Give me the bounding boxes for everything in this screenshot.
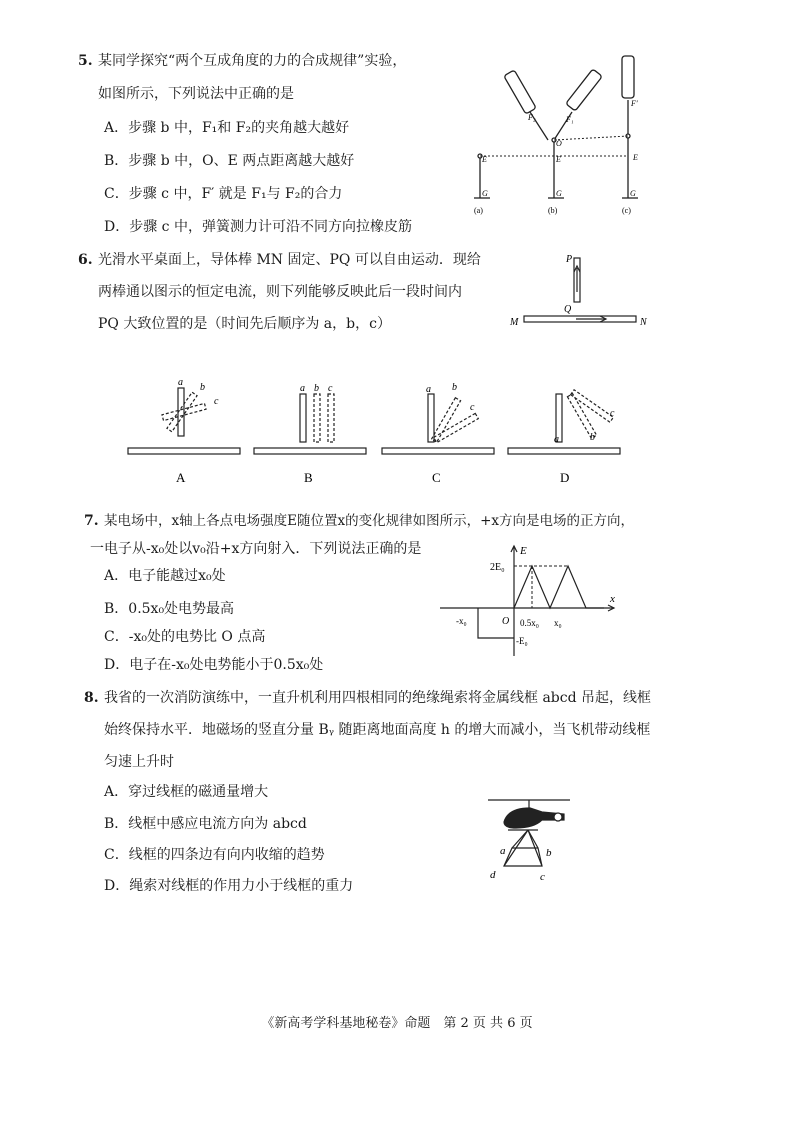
page-footer: 《新高考学科基地秘卷》命题 第 2 页 共 6 页 — [261, 1016, 533, 1031]
q5-stem-line2: 如图所示，下列说法中正确的是 — [98, 86, 294, 102]
q5-option-a: A．步骤 b 中，F₁和 F₂的夹角越大越好 — [104, 120, 350, 136]
q6-choice-a-label-b: b — [200, 382, 205, 393]
q7-option-a: A．电子能越过x₀处 — [104, 568, 226, 584]
q7-tick-neg-e0: -E₀ — [516, 636, 528, 646]
q7-number: 7. — [84, 513, 99, 529]
q6-stem-line1: 光滑水平桌面上，导体棒 MN 固定、PQ 可以自由运动．现给 — [98, 252, 481, 268]
q6-stem-line3: PQ 大致位置的是（时间先后顺序为 a，b，c） — [98, 316, 391, 332]
q6-choice-b-label-a: a — [300, 383, 305, 394]
q5-caption-c: (c) — [622, 206, 631, 215]
q7-option-b: B．0.5x₀处电势最高 — [104, 601, 235, 617]
q7-axis-e: E — [520, 545, 527, 557]
q6-label-p: P — [566, 254, 573, 265]
q5-option-c: C．步骤 c 中，F′ 就是 F₁与 F₂的合力 — [104, 186, 343, 202]
q7-tick-neg-x0: -x₀ — [456, 616, 467, 626]
q5-label-g-b: G — [556, 189, 562, 198]
q5-label-e-b: E — [556, 155, 561, 164]
q6-label-n: N — [640, 317, 647, 328]
q6-choice-a: A — [176, 470, 186, 485]
q6-answer-choices-figure — [120, 372, 650, 492]
q5-label-e-a: E — [482, 155, 487, 164]
q7-origin-o: O — [502, 616, 510, 627]
q6-label-q: Q — [564, 304, 572, 315]
q8-number: 8. — [84, 690, 99, 706]
q5-label-f2: F₂ — [528, 113, 536, 122]
q8-stem-line3: 匀速上升时 — [104, 754, 174, 770]
q8-stem-line2: 始终保持水平．地磁场的竖直分量 Bᵧ 随距离地面高度 h 的增大而减小，当飞机带动线框 — [104, 722, 651, 738]
q8-option-b: B．线框中感应电流方向为 abcd — [104, 816, 307, 832]
q5-option-b: B．步骤 b 中，O、E 两点距离越大越好 — [104, 153, 355, 169]
q6-choice-c-label-b: b — [452, 382, 457, 393]
q6-choice-c-label-a: a — [426, 384, 431, 395]
q7-option-d: D．电子在-x₀处电势能小于0.5x₀处 — [104, 657, 324, 673]
q7-tick-half-x0: 0.5x₀ — [520, 618, 539, 628]
q6-choice-b: B — [304, 470, 313, 485]
q8-label-d: d — [490, 869, 496, 881]
q6-label-m: M — [510, 317, 519, 328]
q6-number: 6. — [78, 252, 93, 268]
q8-option-d: D．绳索对线框的作用力小于线框的重力 — [104, 878, 354, 894]
q8-label-a: a — [500, 845, 506, 857]
q5-label-g-a: G — [482, 189, 488, 198]
q7-tick-x0: x₀ — [554, 618, 562, 628]
q5-option-d: D．步骤 c 中，弹簧测力计可沿不同方向拉橡皮筋 — [104, 219, 412, 235]
q5-caption-a: (a) — [474, 206, 483, 215]
q5-label-e-c: E — [633, 153, 638, 162]
q8-option-a: A．穿过线框的磁通量增大 — [104, 784, 269, 800]
q5-caption-b: (b) — [548, 206, 558, 215]
q8-stem-line1: 我省的一次消防演练中，一直升机利用四根相同的绝缘绳索将金属线框 abcd 吊起，线框 — [104, 690, 652, 706]
q6-stem-line2: 两棒通以图示的恒定电流，则下列能够反映此后一段时间内 — [98, 284, 462, 300]
q6-choice-d-label-b: b — [590, 432, 595, 443]
q6-choice-c: C — [432, 470, 441, 485]
q8-label-c: c — [540, 871, 545, 883]
q5-stem-line1: 某同学探究“两个互成角度的力的合成规律”实验， — [98, 53, 407, 69]
q7-e-x-graph — [434, 540, 624, 664]
q7-stem-line1: 某电场中，x轴上各点电场强度E随位置x的变化规律如图所示，+x方向是电场的正方向， — [104, 513, 635, 529]
q6-conductor-figure — [506, 248, 656, 332]
q5-label-f1: F₁ — [566, 115, 574, 124]
q5-force-experiment-figure — [468, 50, 654, 222]
q6-choice-d-label-c: c — [610, 408, 615, 419]
q6-choice-a-label-c: c — [214, 396, 219, 407]
q7-option-c: C．-x₀处的电势比 O 点高 — [104, 629, 266, 645]
q6-choice-b-label-b: b — [314, 383, 319, 394]
q6-choice-d: D — [560, 470, 570, 485]
q5-label-o: O — [556, 139, 562, 148]
q8-label-b: b — [546, 847, 552, 859]
q8-helicopter-figure — [482, 792, 576, 884]
q7-axis-x: x — [610, 593, 615, 605]
q5-number: 5. — [78, 53, 93, 69]
q5-label-g-c: G — [630, 189, 636, 198]
q7-stem-line2: 一电子从-x₀处以v₀沿+x方向射入．下列说法正确的是 — [90, 541, 422, 557]
q6-choice-d-label-a: a — [554, 434, 559, 445]
q6-choice-b-label-c: c — [328, 383, 333, 394]
q8-option-c: C．线框的四条边有向内收缩的趋势 — [104, 847, 325, 863]
q7-tick-2e0: 2E₀ — [490, 562, 505, 573]
q6-choice-a-label-a: a — [178, 377, 183, 388]
q5-label-fprime: F′ — [631, 99, 638, 108]
q6-choice-c-label-c: c — [470, 402, 475, 413]
